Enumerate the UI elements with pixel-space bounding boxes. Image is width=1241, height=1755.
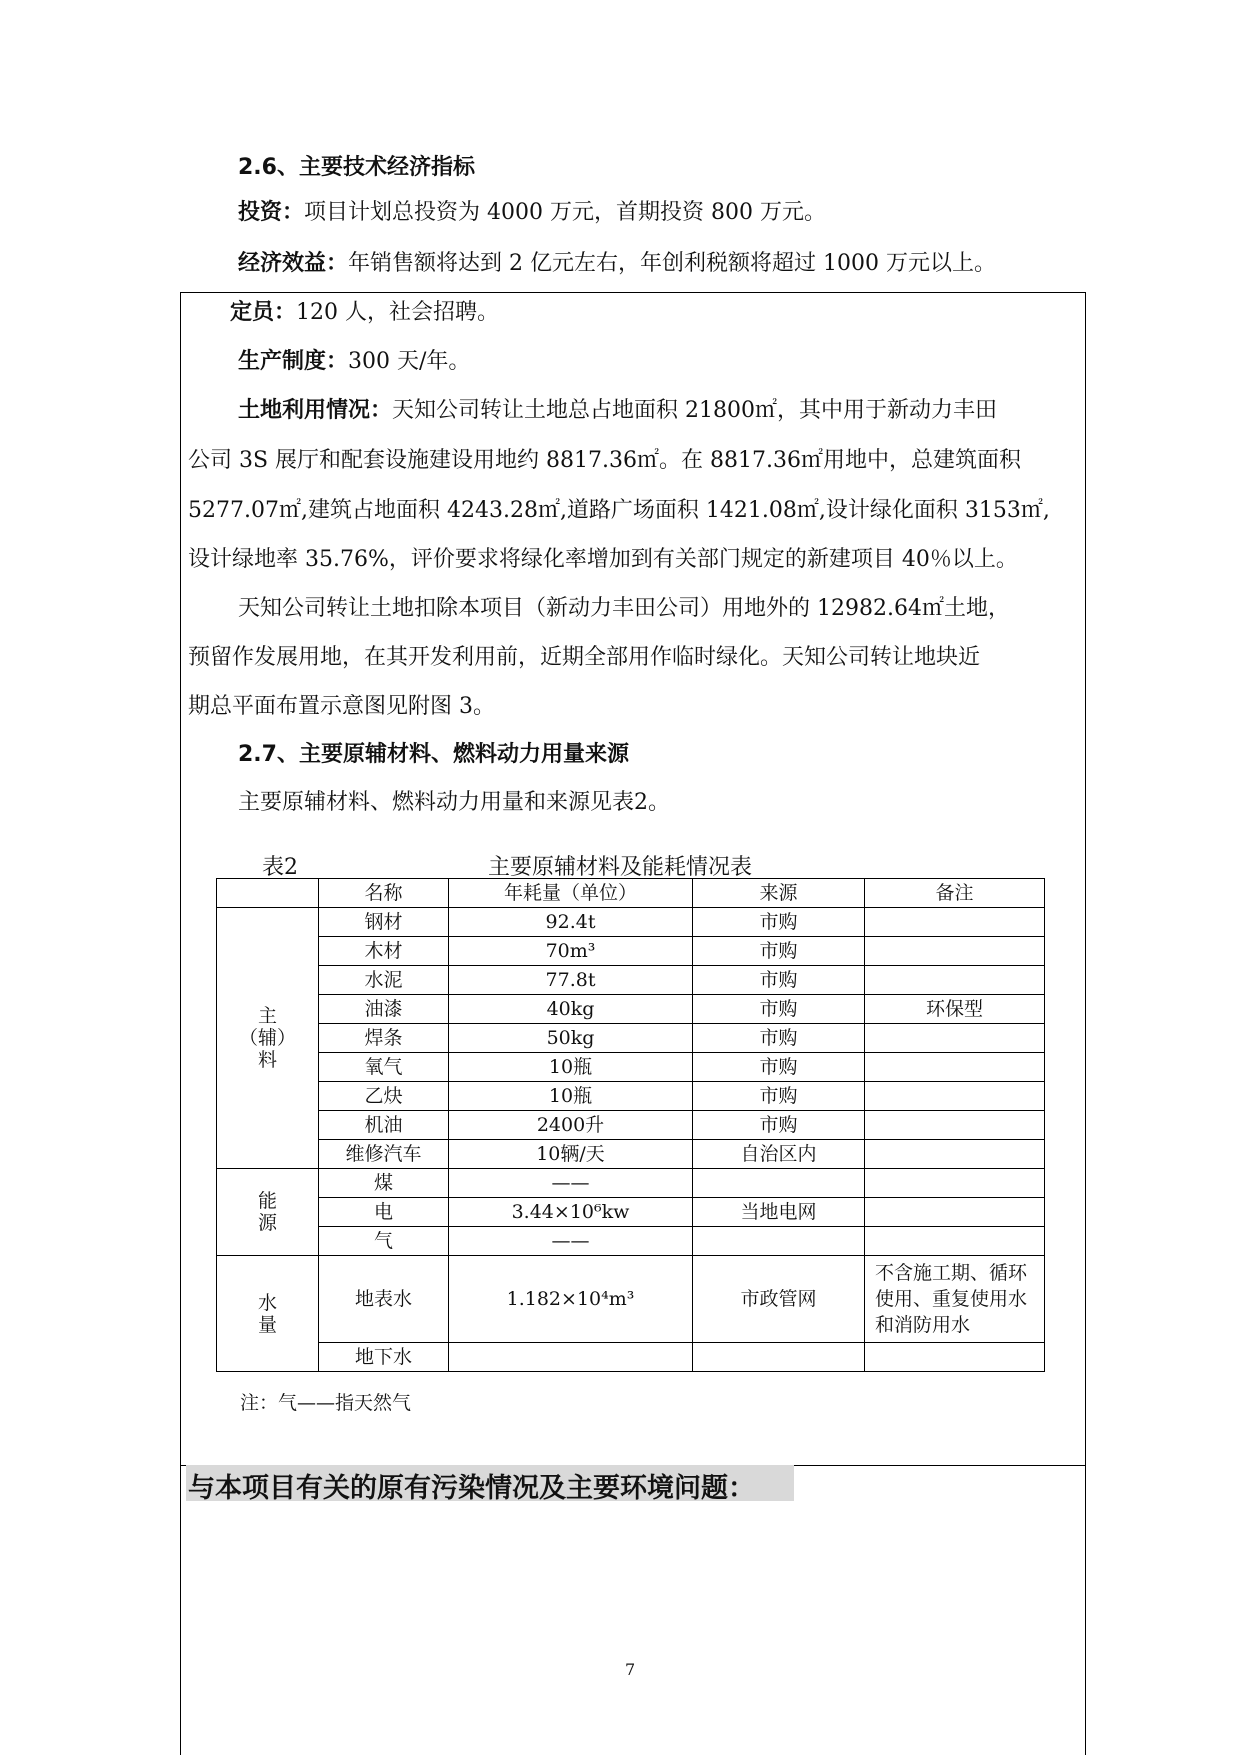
- reserve-line-2: 预留作发展用地，在其开发利用前，近期全部用作临时绿化。天知公司转让地块近: [188, 645, 981, 670]
- staffing-line: [230, 298, 499, 328]
- reserve-line-1: 天知公司转让土地扣除本项目（新动力丰田公司）用地外的 12982.64㎡土地，: [238, 596, 1010, 621]
- production-system-text: 300 天/年。: [348, 349, 471, 374]
- table-title: 主要原辅材料及能耗情况表: [488, 855, 753, 880]
- land-use-label: 土地利用情况：: [238, 398, 393, 423]
- header-cell: 年耗量（单位）: [449, 879, 693, 908]
- table-row: 水泥 77.8t 市购: [217, 966, 1045, 995]
- staffing-label: 定员：: [230, 300, 297, 325]
- land-use-line-2: 公司 3S 展厅和配套设施建设用地约 8817.36㎡。在 8817.36㎡用地中，总建筑面积: [188, 448, 1021, 473]
- table-row: 油漆 40kg 市购 环保型: [217, 995, 1045, 1024]
- group-label-energy: 能 源: [217, 1169, 319, 1256]
- group-label-water: 水 量: [217, 1256, 319, 1372]
- table-note: 注：气——指天然气: [240, 1392, 412, 1414]
- table-row: 焊条 50kg 市购: [217, 1024, 1045, 1053]
- land-use-line-3: 5277.07㎡,建筑占地面积 4243.28㎡,道路广场面积 1421.08㎡,设计绿化面积 3153㎡,: [188, 498, 1050, 523]
- table-number: 表2: [262, 855, 298, 880]
- header-cell: 名称: [319, 879, 449, 908]
- economic-benefit-text: 年销售额将达到 2 亿元左右，年创利税额将超过 1000 万元以上。: [348, 251, 996, 276]
- table-row: 水 量 地表水 1.182×10⁴m³ 市政管网 不含施工期、循环使用、重复使用水和消防用水: [217, 1256, 1045, 1343]
- pollution-section-heading: 与本项目有关的原有污染情况及主要环境问题：: [188, 1473, 755, 1504]
- table-row: 木材 70m³ 市购: [217, 937, 1045, 966]
- reserve-line-3: 期总平面布置示意图见附图 3。: [188, 694, 495, 719]
- production-system-label: 生产制度：: [238, 349, 349, 374]
- table-row: 主 （辅） 料 钢材 92.4t 市购: [217, 908, 1045, 937]
- page-number: 7: [625, 1660, 636, 1679]
- investment-text: 项目计划总投资为 4000 万元，首期投资 800 万元。: [304, 200, 826, 225]
- header-cell: 备注: [865, 879, 1045, 908]
- production-system-line: [238, 347, 470, 377]
- economic-benefit-line: [238, 249, 996, 279]
- investment-line: [238, 198, 826, 228]
- table-row: 气 ——: [217, 1227, 1045, 1256]
- section-2-7-heading: 2.7、主要原辅材料、燃料动力用量来源: [238, 742, 629, 767]
- header-cell: 来源: [693, 879, 865, 908]
- materials-table: [216, 878, 1045, 1372]
- land-use-text-1: 天知公司转让土地总占地面积 21800㎡，其中用于新动力丰田: [392, 398, 997, 423]
- table-row: 乙炔 10瓶 市购: [217, 1082, 1045, 1111]
- table-row: 氧气 10瓶 市购: [217, 1053, 1045, 1082]
- land-use-line-1: [238, 396, 997, 426]
- table-row: 维修汽车 10辆/天 自治区内: [217, 1140, 1045, 1169]
- header-cell: [217, 879, 319, 908]
- section-2-6-heading: 2.6、主要技术经济指标: [238, 155, 475, 180]
- economic-benefit-label: 经济效益：: [238, 251, 349, 276]
- table-row: 机油 2400升 市购: [217, 1111, 1045, 1140]
- table-row: 电 3.44×10⁶kw 当地电网: [217, 1198, 1045, 1227]
- table-row: 地下水: [217, 1343, 1045, 1372]
- group-label-materials: 主 （辅） 料: [217, 908, 319, 1169]
- table-row: 能 源 煤 ——: [217, 1169, 1045, 1198]
- staffing-text: 120 人，社会招聘。: [296, 300, 500, 325]
- table-intro: 主要原辅材料、燃料动力用量和来源见表2。: [238, 790, 670, 815]
- land-use-line-4: 设计绿地率 35.76%，评价要求将绿化率增加到有关部门规定的新建项目 40％以上。: [188, 547, 1018, 572]
- table-header-row: [217, 879, 1045, 908]
- investment-label: 投资：: [238, 200, 305, 225]
